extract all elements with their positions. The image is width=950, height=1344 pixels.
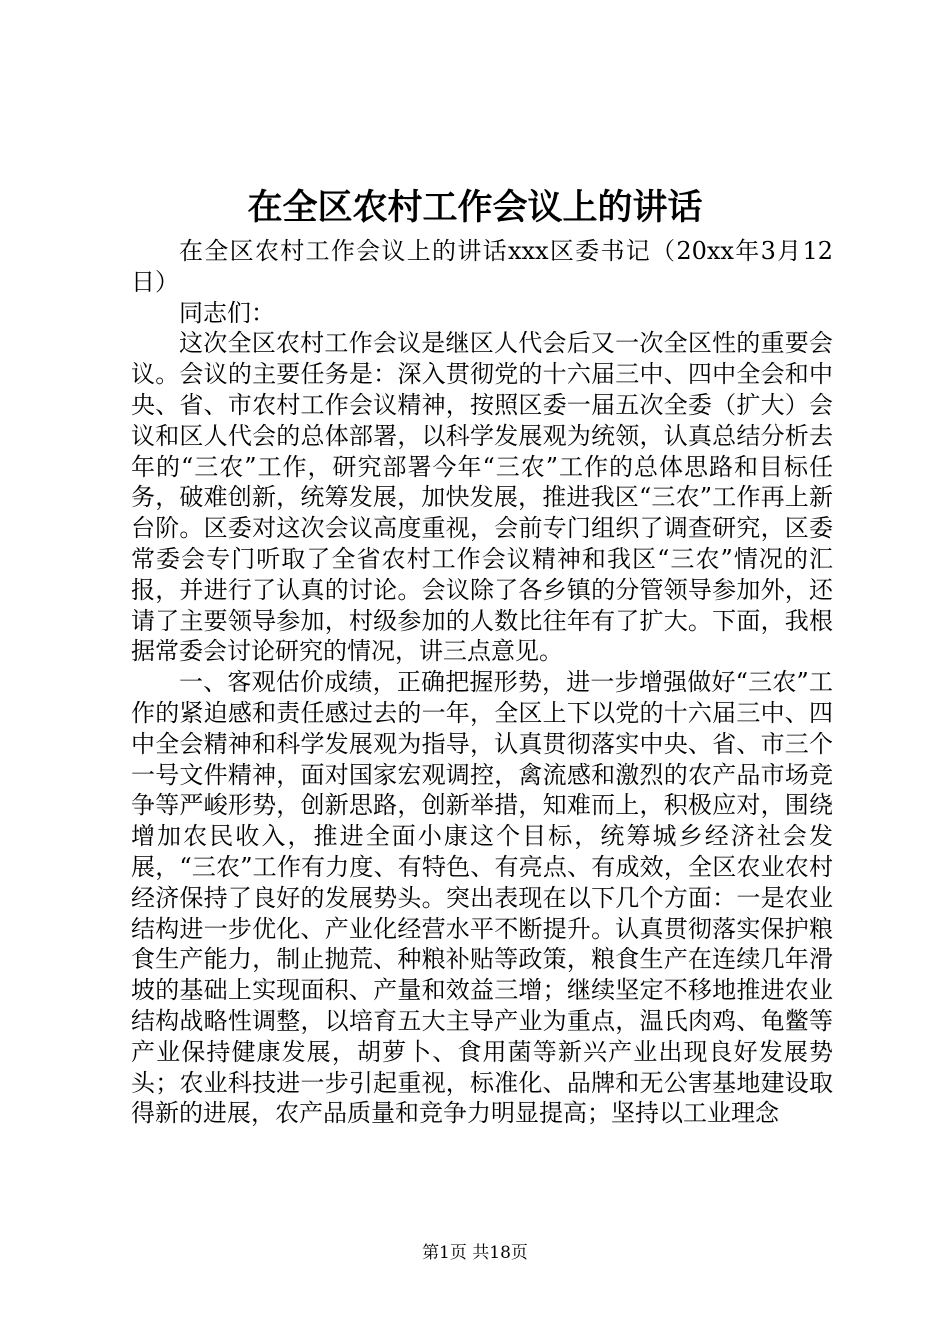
paragraph-section-one: 一、客观估价成绩，正确把握形势，进一步增强做好“三农”工作的紧迫感和责任感过去的一年，全区上下以党的十六届三中、四中全会精神和科学发展观为指导，认真贯彻落实中央、省、市三个一号文件精神，面对国家宏观调控，禽流感和激烈的农产品市场竞争等严峻形势，创新思路，创新举措，知难而上，积极应对，围绕增加农民收入，推进全面小康这个目标，统筹城乡经济社会发展，“三农”工作有力度、有特色、有亮点、有成效，全区农业农村经济保持了良好的发展势头。突出表现在以下几个方面：一是农业结构进一步优化、产业化经营水平不断提升。认真贯彻落实保护粮食生产能力，制止抛荒、种粮补贴等政策，粮食生产在连续几年滑坡的基础上实现面积、产量和效益三增；继续坚定不移地推进农业结构战略性调整，以培育五大主导产业为重点，温氏肉鸡、龟鳖等产业保持健康发展，胡萝卜、食用菌等新兴产业出现良好发展势头；农业科技进一步引起重视，标准化、品牌和无公害基地建设取得新的进展，农产品质量和竞争力明显提高；坚持以工业理念: [131, 668, 833, 1128]
document-title: 在全区农村工作会议上的讲话: [247, 187, 703, 228]
paragraph-header: 在全区农村工作会议上的讲话xxx区委书记（20xx年3月12日）: [131, 237, 833, 296]
paragraph-intro: 这次全区农村工作会议是继区人代会后又一次全区性的重要会议。会议的主要任务是：深入贯彻党的十六届三中、四中全会和中央、省、市农村工作会议精神，按照区委一届五次全委（扩大）会议和区人代会的总体部署，以科学发展观为统领，认真总结分析去年的“三农”工作，研究部署今年“三农”工作的总体思路和目标任务，破难创新，统筹发展，加快发展，推进我区“三农”工作再上新台阶。区委对这次会议高度重视，会前专门组织了调查研究，区委常委会专门听取了全省农村工作会议精神和我区“三农”情况的汇报，并进行了认真的讨论。会议除了各乡镇的分管领导参加外，还请了主要领导参加，村级参加的人数比往年有了扩大。下面，我根据常委会讨论研究的情况，讲三点意见。: [131, 329, 833, 666]
paragraph-salutation: 同志们：: [179, 298, 275, 327]
page-number-footer: 第1页 共18页: [422, 1243, 528, 1263]
document-body: [131, 236, 833, 1129]
